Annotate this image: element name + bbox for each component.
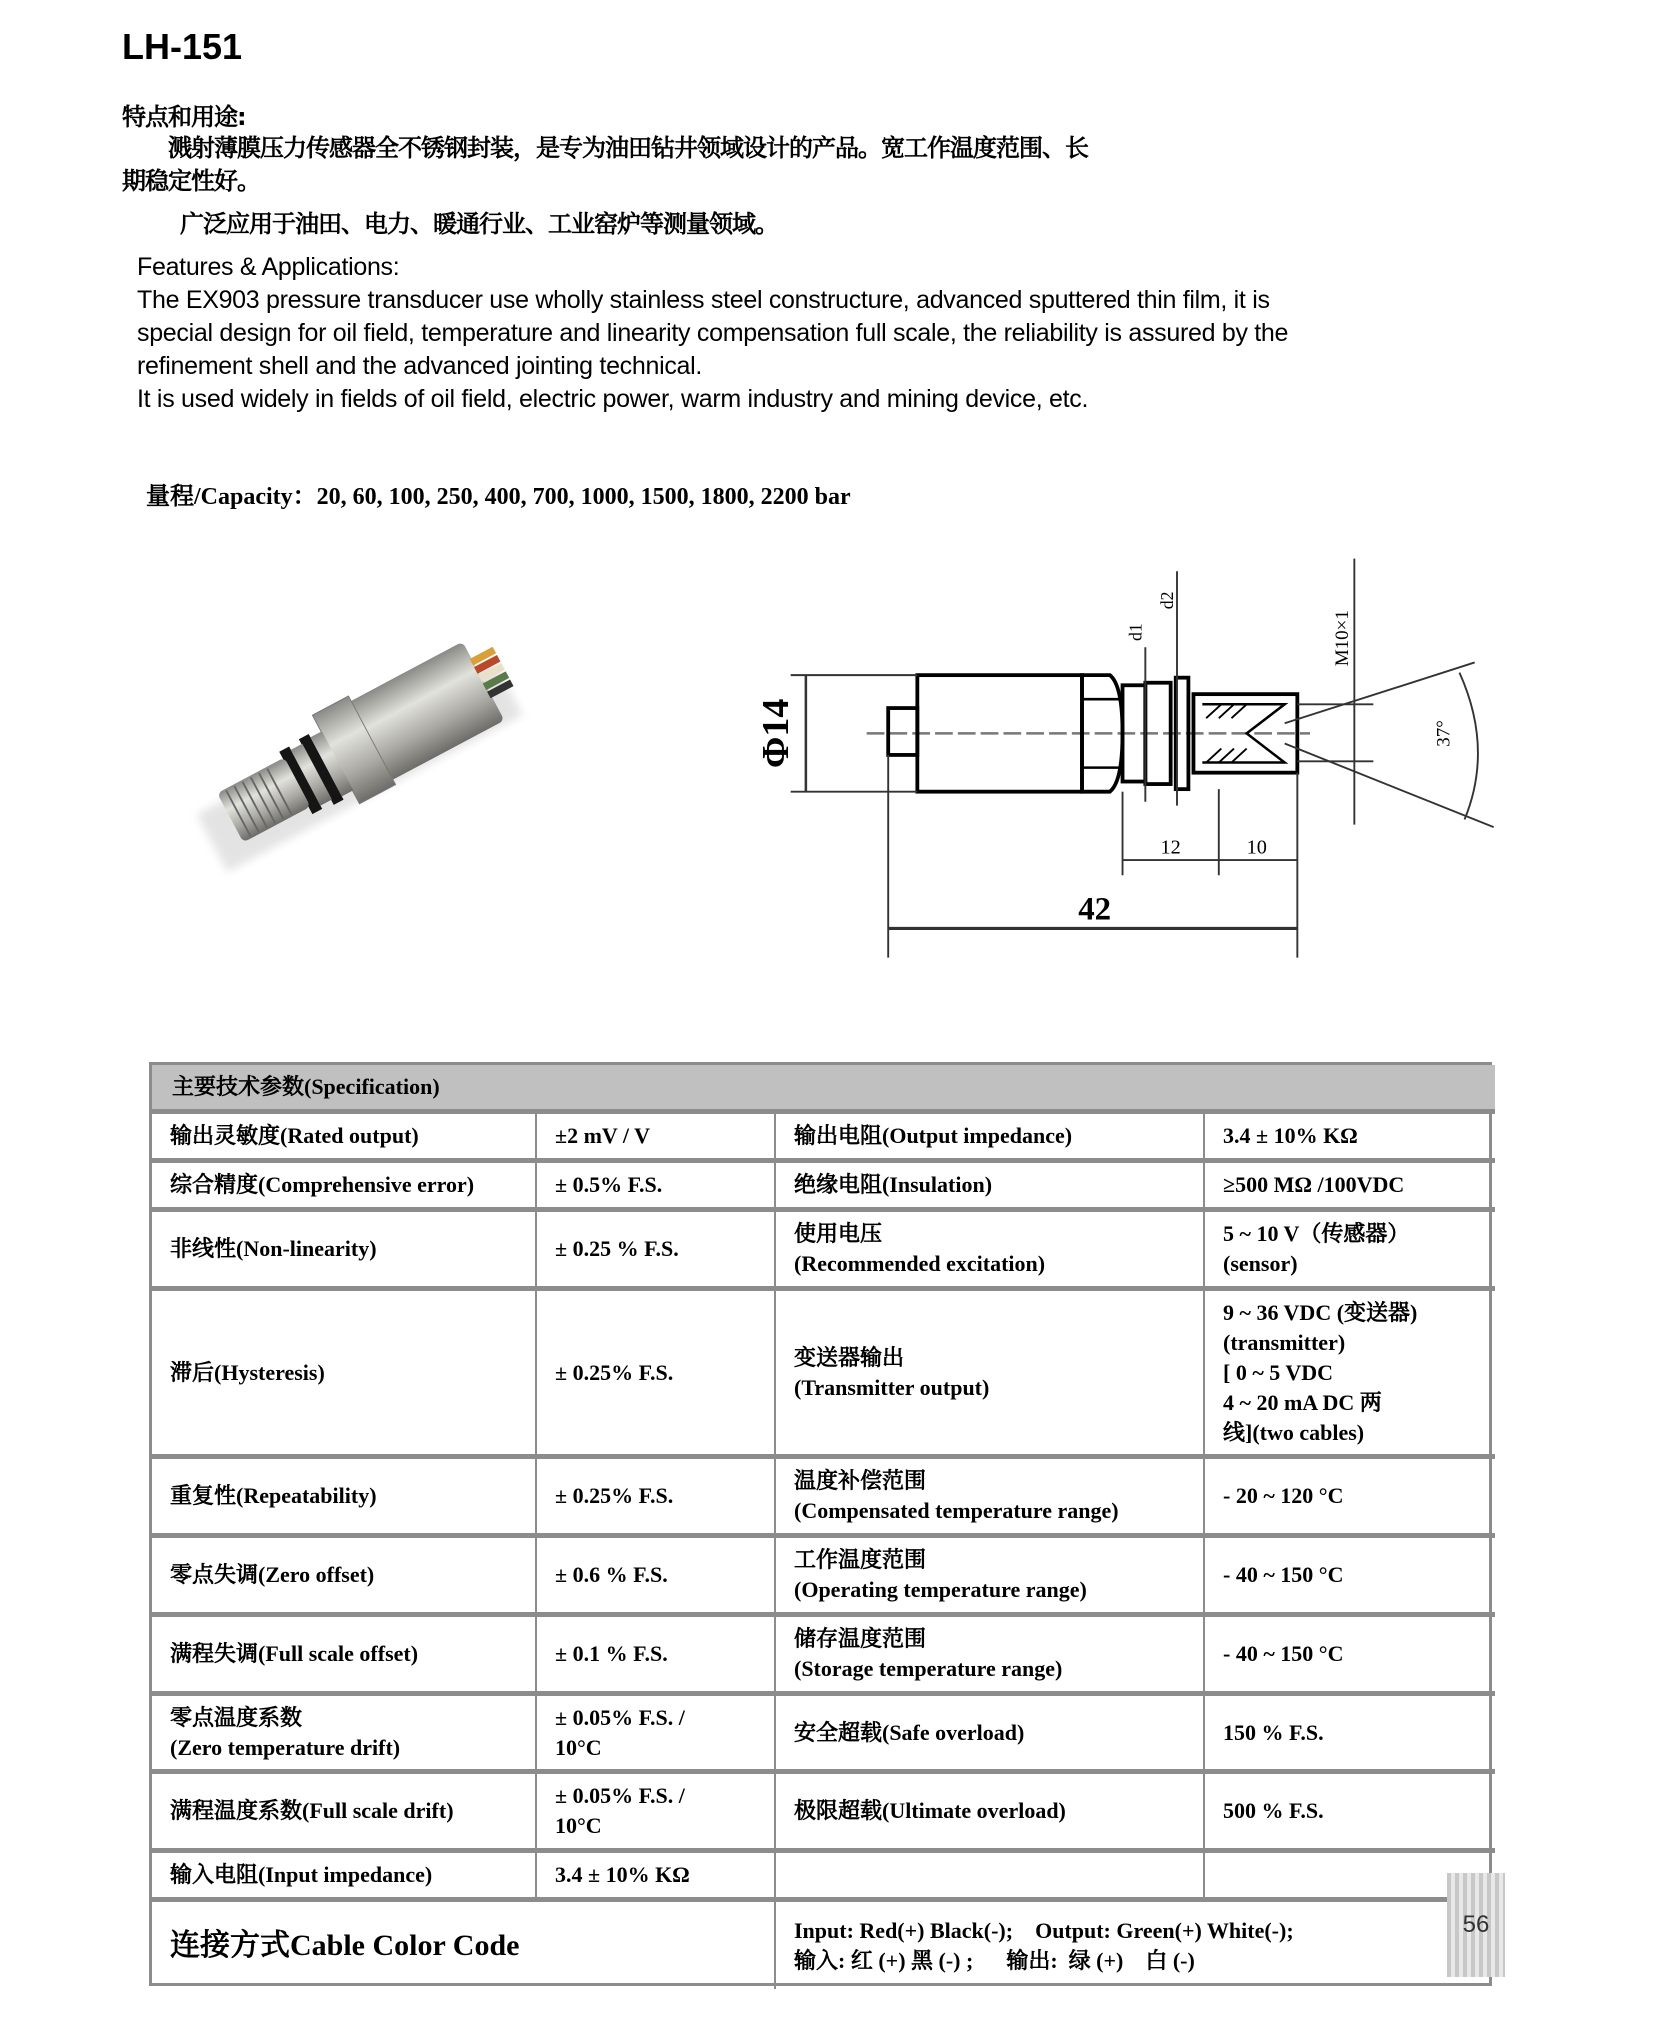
features-en bbox=[137, 251, 1288, 416]
product-title: LH-151 bbox=[122, 26, 243, 67]
features-cn-heading: 特点和用途: bbox=[122, 103, 246, 131]
cable-color-code-label-cell bbox=[152, 1902, 776, 1989]
spec-cell-text: 满程温度系数(Full scale drift) bbox=[170, 1798, 454, 1823]
spec-value-cell bbox=[537, 1114, 776, 1163]
features-en-line: refinement shell and the advanced jointing technical. bbox=[137, 352, 703, 380]
features-en-line: special design for oil field, temperature and linearity compensation full scale, the reliability is assured by the bbox=[137, 319, 1289, 347]
spec-param-cell bbox=[776, 1853, 1205, 1902]
spec-cell-text: 储存温度范围 bbox=[794, 1626, 927, 1651]
spec-cell-text: 150 % F.S. bbox=[1223, 1719, 1324, 1745]
spec-cell-text: ± 0.5% F.S. bbox=[555, 1172, 663, 1197]
d2-label: d2 bbox=[1157, 591, 1178, 610]
spec-cell-text: 零点温度系数 bbox=[170, 1704, 303, 1730]
thread-label: M10×1 bbox=[1332, 610, 1353, 667]
dim-12-label: 12 bbox=[1160, 836, 1181, 859]
spec-param-cell bbox=[152, 1538, 537, 1617]
spec-cell-text: (Storage temperature range) bbox=[794, 1656, 1063, 1681]
spec-cell-text: 重复性(Repeatability) bbox=[170, 1483, 377, 1508]
spec-param-cell bbox=[776, 1114, 1205, 1163]
spec-cell-text: 使用电压 bbox=[794, 1221, 883, 1246]
spec-param-cell bbox=[776, 1538, 1205, 1617]
spec-cell-text: 输出灵敏度(Rated output) bbox=[170, 1123, 419, 1148]
spec-cell-text: 输入电阻(Input impedance) bbox=[170, 1862, 433, 1887]
diameter-label: Φ14 bbox=[755, 698, 798, 769]
spec-cell-text: 4 ~ 20 mA DC 两 bbox=[1223, 1389, 1382, 1415]
spec-param-cell bbox=[152, 1459, 537, 1538]
spec-cell-text: (Compensated temperature range) bbox=[794, 1498, 1119, 1523]
spec-value-cell bbox=[1205, 1291, 1495, 1459]
spec-cell-text: 10°C bbox=[555, 1734, 602, 1760]
spec-param-cell bbox=[776, 1163, 1205, 1212]
spec-value-cell bbox=[1205, 1114, 1495, 1163]
spec-cell-text: 10°C bbox=[555, 1813, 602, 1838]
spec-param-cell bbox=[776, 1774, 1205, 1853]
cable-color-code-values-cell bbox=[776, 1902, 1495, 1989]
spec-param-cell bbox=[152, 1853, 537, 1902]
spec-cell-text: - 20 ~ 120 °C bbox=[1223, 1483, 1344, 1508]
dim-10-label: 10 bbox=[1246, 836, 1267, 859]
cable-color-cn: 输入: 红 (+) 黑 (-) ; 输出: 绿 (+) 白 (-) bbox=[794, 1947, 1195, 1973]
product-photo bbox=[150, 600, 540, 895]
spec-cell-text: ±2 mV / V bbox=[555, 1123, 650, 1148]
spec-value-cell bbox=[537, 1853, 776, 1902]
spec-param-cell bbox=[152, 1212, 537, 1291]
spec-param-cell bbox=[152, 1291, 537, 1459]
spec-value-cell bbox=[537, 1212, 776, 1291]
spec-cell-text: - 40 ~ 150 °C bbox=[1223, 1562, 1344, 1587]
capacity-line: 量程/Capacity：20, 60, 100, 250, 400, 700, 1000, 1500, 1800, 2200 bar bbox=[146, 484, 851, 510]
dimension-drawing bbox=[740, 555, 1500, 965]
spec-cell-text: 综合精度(Comprehensive error) bbox=[170, 1172, 475, 1197]
spec-param-cell bbox=[152, 1114, 537, 1163]
spec-cell-text: 安全超载(Safe overload) bbox=[794, 1719, 1025, 1745]
spec-cell-text: 温度补偿范围 bbox=[794, 1468, 927, 1493]
features-en-line: It is used widely in fields of oil field, electric power, warm industry and mining device, etc. bbox=[137, 385, 1089, 413]
features-cn-para1-line1: 溅射薄膜压力传感器全不锈钢封装，是专为油田钻井领域设计的产品。宽工作温度范围、长 bbox=[168, 134, 1088, 162]
spec-cell-text: ± 0.25% F.S. bbox=[555, 1483, 674, 1508]
spec-cell-text: ± 0.25 % F.S. bbox=[555, 1236, 679, 1261]
spec-value-cell bbox=[1205, 1617, 1495, 1696]
spec-cell-text: ± 0.25% F.S. bbox=[555, 1359, 674, 1385]
spec-value-cell bbox=[537, 1291, 776, 1459]
spec-cell-text: 零点失调(Zero offset) bbox=[170, 1562, 375, 1587]
spec-cell-text: 绝缘电阻(Insulation) bbox=[794, 1172, 993, 1197]
spec-cell-text: 变送器输出 bbox=[794, 1344, 905, 1370]
page-number: 56 bbox=[1447, 1873, 1505, 1977]
spec-value-cell bbox=[537, 1774, 776, 1853]
cable-color-en: Input: Red(+) Black(-); Output: Green(+) White(-); bbox=[794, 1917, 1294, 1943]
spec-cell-text: 线](two cables) bbox=[1223, 1419, 1365, 1445]
spec-value-cell bbox=[1205, 1774, 1495, 1853]
spec-cell-text: 5 ~ 10 V（传感器） bbox=[1223, 1221, 1410, 1246]
spec-cell-text: (Transmitter output) bbox=[794, 1374, 990, 1400]
features-en-line: The EX903 pressure transducer use wholly stainless steel constructure, advanced sputtered thin film, it is bbox=[137, 286, 1270, 314]
spec-param-cell bbox=[776, 1696, 1205, 1774]
spec-param-cell bbox=[152, 1617, 537, 1696]
spec-cell-text: ≥500 MΩ /100VDC bbox=[1223, 1172, 1405, 1197]
spec-cell-text: 输出电阻(Output impedance) bbox=[794, 1123, 1073, 1148]
spec-cell-text: 非线性(Non-linearity) bbox=[170, 1236, 377, 1261]
spec-value-cell bbox=[537, 1163, 776, 1212]
spec-param-cell bbox=[152, 1696, 537, 1774]
spec-cell-text: (Operating temperature range) bbox=[794, 1577, 1087, 1602]
spec-cell-text: (Recommended excitation) bbox=[794, 1251, 1046, 1276]
spec-cell-text: (Zero temperature drift) bbox=[170, 1734, 401, 1760]
cable-color-code-label: 连接方式Cable Color Code bbox=[170, 1928, 520, 1962]
spec-cell-text: 9 ~ 36 VDC (变送器) bbox=[1223, 1299, 1418, 1325]
spec-cell-text: ± 0.05% F.S. / bbox=[555, 1704, 685, 1730]
spec-value-cell bbox=[1205, 1696, 1495, 1774]
specification-table bbox=[149, 1062, 1492, 1986]
spec-cell-text: - 40 ~ 150 °C bbox=[1223, 1641, 1344, 1666]
dim-42-label: 42 bbox=[1078, 891, 1112, 928]
spec-cell-text: (transmitter) bbox=[1223, 1329, 1346, 1355]
spec-param-cell bbox=[776, 1212, 1205, 1291]
spec-value-cell bbox=[1205, 1163, 1495, 1212]
spec-value-cell bbox=[1205, 1459, 1495, 1538]
spec-value-cell bbox=[537, 1696, 776, 1774]
d1-label: d1 bbox=[1125, 623, 1146, 641]
features-en-heading: Features & Applications: bbox=[137, 253, 400, 281]
spec-value-cell bbox=[537, 1617, 776, 1696]
spec-param-cell bbox=[776, 1291, 1205, 1459]
angle-label: 37° bbox=[1433, 720, 1455, 747]
spec-value-cell bbox=[1205, 1538, 1495, 1617]
spec-param-cell bbox=[152, 1774, 537, 1853]
spec-value-cell bbox=[537, 1459, 776, 1538]
spec-value-cell bbox=[537, 1538, 776, 1617]
features-cn-para1-line2: 期稳定性好。 bbox=[122, 167, 260, 195]
spec-cell-text: 满程失调(Full scale offset) bbox=[170, 1641, 419, 1666]
spec-param-cell bbox=[152, 1163, 537, 1212]
spec-cell-text: 500 % F.S. bbox=[1223, 1798, 1324, 1823]
spec-cell-text: 工作温度范围 bbox=[794, 1547, 927, 1572]
spec-cell-text: 滞后(Hysteresis) bbox=[170, 1359, 325, 1385]
spec-param-cell bbox=[776, 1617, 1205, 1696]
spec-cell-text: (sensor) bbox=[1223, 1251, 1298, 1276]
spec-header-text: 主要技术参数(Specification) bbox=[172, 1074, 440, 1099]
spec-cell-text: ± 0.1 % F.S. bbox=[555, 1641, 668, 1666]
spec-cell-text: ± 0.6 % F.S. bbox=[555, 1562, 668, 1587]
spec-value-cell bbox=[1205, 1212, 1495, 1291]
spec-cell-text: 3.4 ± 10% KΩ bbox=[555, 1862, 690, 1887]
spec-param-cell bbox=[776, 1459, 1205, 1538]
spec-cell-text: 3.4 ± 10% KΩ bbox=[1223, 1123, 1358, 1148]
features-cn-para2: 广泛应用于油田、电力、暖通行业、工业窑炉等测量领域。 bbox=[180, 210, 778, 238]
spec-header bbox=[152, 1065, 1495, 1114]
spec-cell-text: [ 0 ~ 5 VDC bbox=[1223, 1359, 1334, 1385]
spec-cell-text: ± 0.05% F.S. / bbox=[555, 1783, 685, 1808]
spec-cell-text: 极限超载(Ultimate overload) bbox=[794, 1798, 1066, 1823]
